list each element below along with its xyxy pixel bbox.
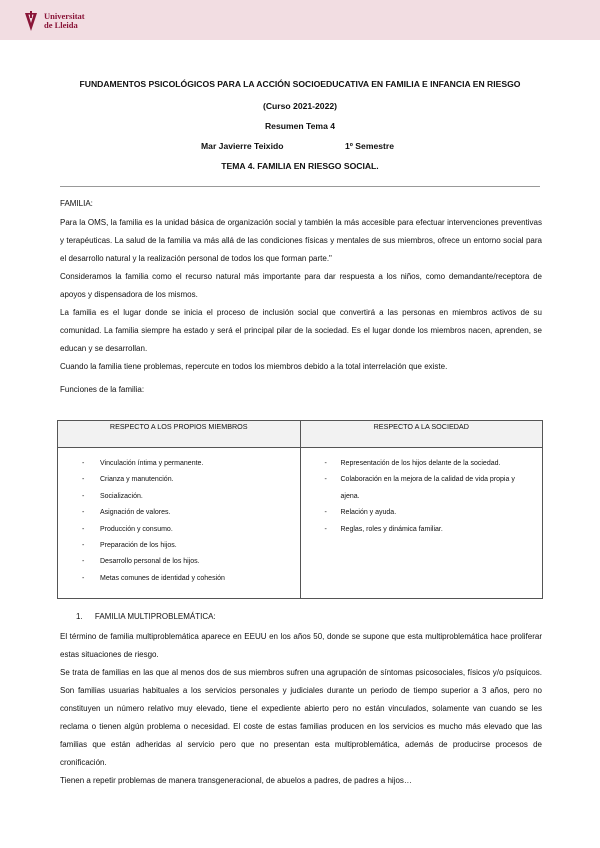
header-banner	[0, 0, 600, 40]
author-name: Mar Javierre Teixido	[201, 141, 284, 151]
logo-line-2: de Lleida	[44, 19, 78, 30]
theme-title: TEMA 4. FAMILIA EN RIESGO SOCIAL.	[221, 161, 379, 171]
list-item: - Asignación de valores.	[58, 505, 300, 521]
members-list	[58, 456, 300, 587]
section-title-text: FAMILIA MULTIPROBLEMÁTICA:	[94, 612, 216, 621]
list-item: - Producción y consumo.	[58, 522, 300, 538]
paragraph-transgenerational: Tienen a repetir problemas de manera transgeneracional, de abuelos a padres, de padres a hijos…	[60, 776, 412, 785]
members-cell	[58, 448, 301, 599]
section-heading	[76, 612, 216, 621]
paragraph-problems: Cuando la familia tiene problemas, repercute en todos los miembros debido a la total interrelación que existe.	[60, 362, 448, 371]
table-header-row	[58, 421, 543, 448]
logo-line-1: Universitat	[44, 11, 85, 21]
society-cell	[300, 448, 543, 599]
paragraph-natural-resource: Consideramos la familia como el recurso natural más importante para dar respuesta a los niños, como demandante/receptora de apoyos y dispensadora de los mismos.	[60, 272, 542, 299]
university-logo-text	[44, 12, 85, 29]
society-list	[301, 456, 543, 538]
list-item: - Representación de los hijos delante de la sociedad.	[301, 456, 543, 472]
semester-label: 1º Semestre	[345, 141, 395, 151]
list-item: - Socialización.	[58, 489, 300, 505]
table-body-row	[58, 448, 543, 599]
paragraph-inclusion: La familia es el lugar donde se inicia el proceso de inclusión social que convertirá a las personas en miembros activos de su comunidad. La familia siempre ha estado y será el principal pilar de la sociedad. Es el lugar donde los miembros nacen, aprenden, se educan y se desarrollan.	[60, 308, 542, 353]
paragraph-oms: Para la OMS, la familia es la unidad básica de organización social y también la más accesible para efectuar intervenciones preventivas y terapéuticas. La salud de la familia va más allá de las condiciones físicas y mentales de sus miembros, ofrece un entorno social para el desarrollo natural y la realización personal de todos los que forman parte."	[60, 218, 542, 263]
horizontal-divider	[60, 186, 540, 187]
paragraph-multiproblem-families: Se trata de familias en las que al menos dos de sus miembros sufren una agrupación de síntomas psicosociales, físicos y/o psíquicos. Son familias usuarias habituales a los servicios personales y judiciales durante un periodo de tiempo superior a 3 años, pero no constituyen un número relativo muy elevado, tiene el expediente abierto pero no están vinculados, solamente van cuando se les reclama o tienen algún problema o necesidad. El coste de estas familias producen en los servicios es mucho más elevado que las familias que están adheridas al servicio pero que no presentan esta multiproblemática, además de producirse procesos de cronificación.	[60, 668, 542, 767]
family-functions-table	[57, 420, 543, 599]
list-item: - Desarrollo personal de los hijos.	[58, 554, 300, 570]
list-item: - Vinculación íntima y permanente.	[58, 456, 300, 472]
list-item: - Colaboración en la mejora de la calidad de vida propia y ajena.	[301, 472, 543, 505]
column-header-society: RESPECTO A LA SOCIEDAD	[300, 421, 543, 448]
list-item: - Relación y ayuda.	[301, 505, 543, 521]
university-crest-icon	[24, 11, 38, 33]
functions-label: Funciones de la familia:	[60, 385, 145, 394]
list-item: - Metas comunes de identidad y cohesión	[58, 571, 300, 587]
document-title: FUNDAMENTOS PSICOLÓGICOS PARA LA ACCIÓN SOCIOEDUCATIVA EN FAMILIA E INFANCIA EN RIESGO	[79, 79, 521, 89]
list-item: - Crianza y manutención.	[58, 472, 300, 488]
course-year: (Curso 2021-2022)	[262, 101, 338, 111]
section-number: 1.	[76, 612, 83, 621]
summary-label: Resumen Tema 4	[264, 121, 336, 131]
family-label: FAMILIA:	[60, 199, 93, 208]
paragraph-term-origin: El término de familia multiproblemática aparece en EEUU en los años 50, donde se supone que esta multiproblemática hace proliferar estas situaciones de riesgo.	[60, 632, 542, 659]
list-item: - Reglas, roles y dinámica familiar.	[301, 522, 543, 538]
column-header-members: RESPECTO A LOS PROPIOS MIEMBROS	[58, 421, 301, 448]
list-item: - Preparación de los hijos.	[58, 538, 300, 554]
